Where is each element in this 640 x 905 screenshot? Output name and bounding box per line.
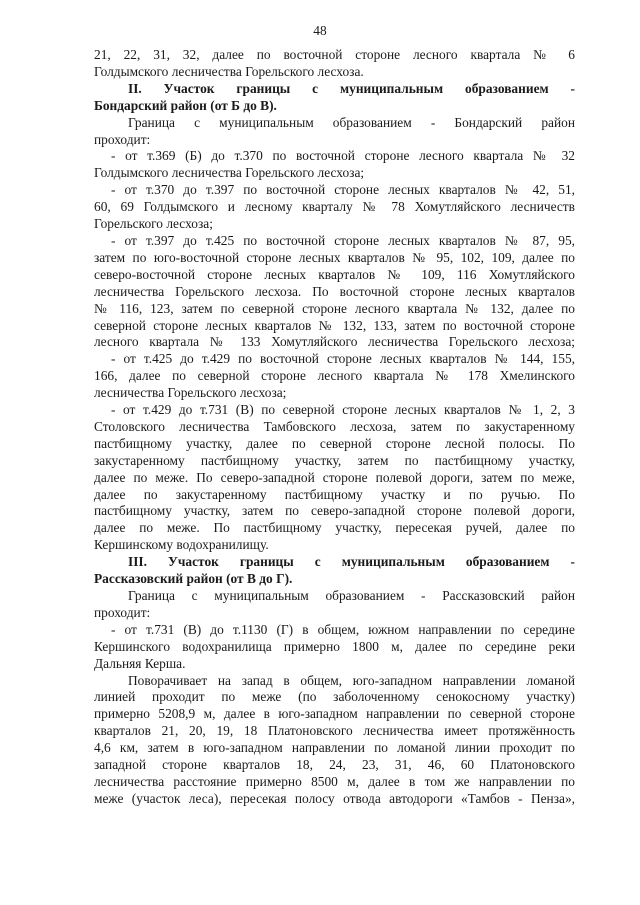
text-line: Голдымского лесничества Горельского лесхоза; [94,165,365,181]
text-line: Дальняя Керша. [94,655,186,671]
text-line: примерно 5208,9 м, далее в юго-западном направлении по северной стороне [94,706,575,722]
text-line: проходит: [94,604,151,620]
text-line: Кершинского водохранилища примерно 1800 м, далее по середине реки [94,638,575,654]
section-heading-line: Бондарский район (от Б до В). [94,97,277,113]
text-line: далее по закустаренному пастбищному участку и по ручью. По [94,486,575,502]
section-heading-line: Рассказовский район (от В до Г). [94,571,293,587]
text-line: лесничества Горельского лесхоза. По восточной стороне лесных кварталов [94,283,575,299]
text-line: западной стороне кварталов 18, 24, 23, 31, 46, 60 Платоновского [94,757,575,773]
text-line: проходит: [94,131,151,147]
text-line: 60, 69 Голдымского и лесному кварталу № 78 Хомутляйского лесничеств [94,199,575,215]
text-line: лесничества расстояние примерно 8500 м, далее в том же направлении по [94,773,575,789]
text-line: 166, далее по северной стороне лесного квартала № 178 Хмелинского [94,368,575,384]
text-line: Столовского лесничества Тамбовского лесхоза, затем по закустаренному [94,418,575,434]
text-line: пастбищному участку, затем по северо-западной стороне полевой дороги, [94,503,575,519]
text-line: - от т.429 до т.731 (В) по северной стороне лесных кварталов № 1, 2, 3 [111,402,575,418]
section-heading-line: III. Участок границы с муниципальным образованием - [128,554,575,570]
text-line: северо-восточной стороне лесных кварталов № 109, 116 Хомутляйского [94,266,575,282]
text-line: далее по меже. По северо-западной стороне полевой дороги, затем по меже, [94,469,575,485]
text-line: линией проходит по меже (по заболоченному сенокосному участку) [94,689,575,705]
text-line: Горельского лесхоза; [94,216,213,232]
text-line: - от т.369 (Б) до т.370 по восточной стороне лесного квартала № 32 [111,148,575,164]
text-line: - от т.397 до т.425 по восточной стороне лесных кварталов № 87, 95, [111,232,575,248]
text-line: Граница с муниципальным образованием - Рассказовский район [128,588,575,603]
text-line: № 116, 123, затем по северной стороне лесного квартала № 132, далее по [94,300,575,316]
text-line: далее по меже. По пастбищному участку, пересекая ручей, далее по [94,520,575,536]
text-line: закустаренному пастбищному участку, затем по пастбищному участку, [94,452,575,468]
page-number: 48 [313,23,327,38]
text-line: Поворачивает на запад в общем, юго-западном направлении ломаной [128,672,575,688]
text-line: - от т.731 (В) до т.1130 (Г) в общем, южном направлении по середине [111,621,575,637]
text-line: лесного квартала № 133 Хомутляйского лесничества Горельского лесхоза; [94,334,575,350]
text-line: пастбищному участку, далее по северной стороне лесной полосы. По [94,435,575,451]
text-line: - от т.370 до т.397 по восточной стороне лесных кварталов № 42, 51, [111,182,575,198]
text-line: меже (участок леса), пересекая полосу отвода автодороги «Тамбов - Пенза», [94,790,575,806]
text-line: Кершинскому водохранилищу. [94,537,269,553]
text-line: кварталов 21, 20, 19, 18 Платоновского лесничества имеет протяжённость [94,723,575,739]
document-body [94,47,575,808]
text-line: 21, 22, 31, 32, далее по восточной стороне лесного квартала № 6 [94,47,575,62]
text-line: затем по юго-восточной стороне лесных кварталов № 95, 102, 109, далее по [94,249,575,265]
section-heading-line: II. Участок границы с муниципальным образованием - [128,80,575,96]
text-line: лесничества Горельского лесхоза; [94,385,287,401]
text-line: Граница с муниципальным образованием - Бондарский район [128,114,575,130]
text-line: 4,6 км, затем в юго-западном направлении по ломаной линии проходит по [94,740,575,756]
text-line: Голдымского лесничества Горельского лесхоза. [94,63,364,79]
text-line: - от т.425 до т.429 по восточной стороне лесных кварталов № 144, 155, [111,351,575,367]
text-line: северной стороне лесных кварталов № 132, 133, затем по восточной стороне [94,317,575,333]
